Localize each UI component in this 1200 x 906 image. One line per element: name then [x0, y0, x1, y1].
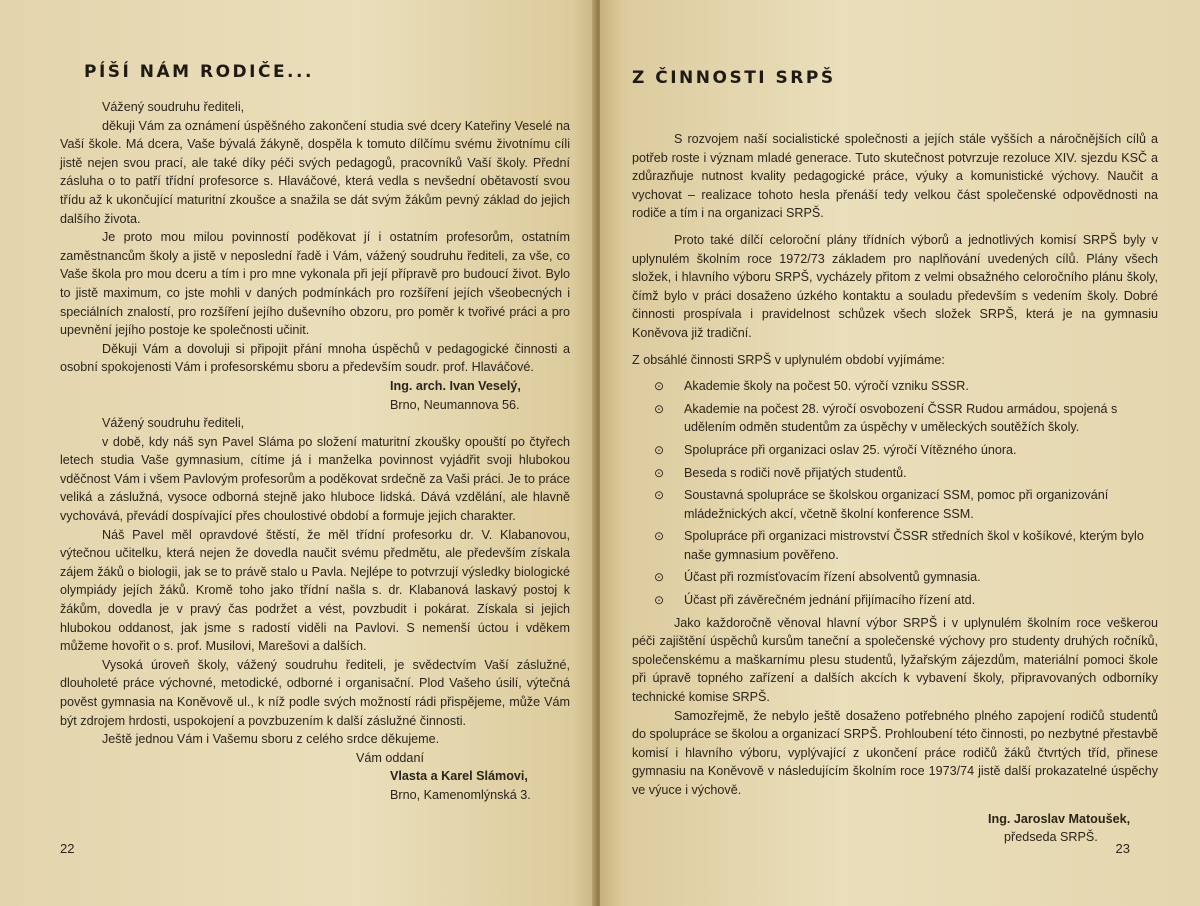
list-item: ⊙ Akademie školy na počest 50. výročí vzniku SSSR.: [632, 377, 1158, 396]
signature-role: předseda SRPŠ.: [1004, 830, 1098, 845]
signature-name: Vlasta a Karel Slámovi,: [390, 769, 528, 784]
activity-list: [632, 377, 1158, 610]
page-title: Z ČINNOSTI SRPŠ: [632, 68, 836, 88]
paragraph: Jako každoročně věnoval hlavní výbor SRPŠ i v uplynulém školním roce veškerou péči zajištění úspěchů kursům taneční a společenské výchovy pro studenty druhých ročníků, společenskému a maškarnímu plesu studentů, lyžařským zájezdům, materiální pomoci škole při úpravě topného zařízení a dalších akcích k vybavení školy, připravovaných odborníky technické komise SRPŠ.: [632, 615, 1158, 705]
paragraph: Proto také dílčí celoroční plány třídních výborů a jednotlivých komisí SRPŠ byly v uplynulém školním roce 1972/73 základem pro naplňování uvedených cílů. Plány všech složek, i hlavního výboru SRPŠ, vycházely přitom z velmi obsažného celoročního plánu školy, čímž bylo v práci dosaženo úzkého kontaktu a souladu především s vedením školy. Dobré činnosti prospívala i pravidelnost schůzek všech složek SRPŠ, která je na gymnasiu Koněvova již tradiční.: [632, 232, 1158, 340]
bullet-icon: ⊙: [654, 379, 665, 394]
page-title: PÍŠÍ NÁM RODIČE...: [84, 62, 314, 82]
salutation: Vážený soudruhu řediteli,: [102, 416, 245, 431]
paragraph: Samozřejmě, že nebylo ještě dosaženo potřebného plného zapojení rodičů studentů do spolupráce se školou a organizací SRPŠ. Prohloubení této činnosti, po nezbytné přestavbě komisí i hlavního výboru, vyplývající z ukončení práce rodičů žáků čtvrtých tříd, přinese gymnasiu na Koněvově v následujícím školním roce 1973/74 jistě další prokazatelné úspěchy ve výuce i výchově.: [632, 708, 1158, 797]
paragraph: S rozvojem naší socialistické společnosti a jejích stále vyšších a náročnějších cílů a potřeb roste i význam mladé generace. Tuto skutečnost potvrzuje rezoluce XIV. sjezdu KSČ a zdůrazňuje nutnost kvality pedagogické práce, výuky a komunistické výchovy. Naučit a vychovat – realizace tohoto hesla přenáší tedy velkou část společenské odpovědnosti na rodiče a tím i na organizaci SRPŠ.: [632, 132, 1158, 221]
article-body: [632, 130, 1158, 847]
signature-address: Brno, Kamenomlýnská 3.: [390, 787, 531, 802]
page-left: [0, 0, 596, 906]
bullet-icon: ⊙: [654, 529, 665, 544]
paragraph: Je proto mou milou povinností poděkovat jí i ostatním profesorům, ostatním zaměstnancům školy a jistě v neposlední řadě i Vám, vážený soudruhu řediteli, za vše, co Vaše škola pro mou dceru a tím i pro mne vykonala při její přípravě pro budoucí život. Bylo to jistě maximum, co jste mohli v daných podmínkách pro rozšíření jejích všeobecných i speciálních znalostí, pro rozšíření jejího duševního obzoru, pro poměr k tvořivé práci a pro upevnění jejího postoje ke společnosti učinit.: [60, 230, 570, 338]
list-item: ⊙ Spolupráce při organizaci mistrovství ČSSR středních škol v košíkové, kterým bylo naše gymnasium pověřeno.: [654, 529, 1144, 562]
bullet-icon: ⊙: [654, 488, 665, 503]
paragraph: Ještě jednou Vám i Vašemu sboru z celého srdce děkujeme.: [102, 732, 440, 747]
page-number: 23: [1115, 841, 1130, 856]
paragraph: děkuji Vám za oznámení úspěšného zakončení studia své dcery Kateřiny Veselé na Vaší škole. Má dcera, Vaše bývalá žákyně, dospěla k tomuto dílčímu svému životnímu cíli jistě nejen svou prací, ale také díky péči svých pedagogů, pracovníků Vaší školy. Přední zásluha o to patří třídní profesorce s. Hlaváčové, která vedla s nevšední obětavostí svou třídu až k ukončující maturitní zkoušce a snažila se dát svým žákům pevný základ do jejich dalšího života.: [60, 118, 570, 226]
paragraph: Děkuji Vám a dovoluji si připojit přání mnoha úspěchů v pedagogické činnosti a osobní spokojenosti Vám i profesorskému sboru a především soudr. prof. Hlaváčové.: [60, 341, 570, 375]
signature-name: Ing. Jaroslav Matoušek,: [988, 811, 1131, 826]
bullet-icon: ⊙: [654, 401, 665, 416]
signature-block: [60, 377, 570, 414]
paragraph: Vysoká úroveň školy, vážený soudruhu řediteli, je svědectvím Vaší záslužné, dlouholeté práce výchovné, metodické, odborné i organisační. Plod Vašeho úsilí, výtečná pověst gymnasia na Koněvově ul., k níž podle svých možností rádi přispějeme, může Vám být zdrojem hrdosti, uspokojení a povzbuzením k další záslužné činnosti.: [60, 657, 570, 728]
list-item: ⊙ Akademie na počest 28. výročí osvobození ČSSR Rudou armádou, spojená s udělením odměn studentům za úspěchy v uměleckých soutěžích školy.: [654, 401, 1118, 435]
page-right: [600, 0, 1200, 906]
signature-block: [60, 767, 570, 804]
bullet-icon: ⊙: [654, 442, 665, 457]
signature-name: Ing. arch. Ivan Veselý,: [390, 378, 521, 393]
closing: Vám oddaní: [356, 750, 424, 765]
signature-block: [632, 810, 1158, 847]
list-item: ⊙ Spolupráce při organizaci oslav 25. výročí Vítězného února.: [632, 441, 1158, 460]
list-item: ⊙ Soustavná spolupráce se školskou organizací SSM, pomoc při organizování mládežnických akcí, včetně školní konference SSM.: [654, 488, 1109, 521]
page-number: 22: [60, 841, 75, 856]
paragraph: Náš Pavel měl opravdové štěstí, že měl třídní profesorku dr. V. Klabanovou, výtečnou učitelku, která nejen že dovedla naučit svému předmětu, ale především získala zájem žáků o biologii, jak se to právě stalo u Pavla. Nejlépe to potvrzují výsledky biologické olympiády jejích žáků. Kromě toho jako třídní našla s. dr. Klabanová laskavý postoj k žákům, dovedla je v pravý čas podržet a vést, povzbudit i pokárat. Získala si jejich hlubokou oddanost, jak jsme s radostí viděli na Pavlovi. S nemenší úctou i vděkem můžeme hovořit o s. prof. Musilovi, Marešovi a dalších.: [60, 527, 570, 654]
letters-body: [60, 98, 570, 805]
bullet-icon: ⊙: [654, 570, 665, 585]
list-item: ⊙ Účast při závěrečném jednání přijímacího řízení atd.: [632, 591, 1158, 610]
signature-address: Brno, Neumannova 56.: [390, 397, 520, 412]
paragraph: v době, kdy náš syn Pavel Sláma po složení maturitní zkoušky opouští po čtyřech letech studia Vaše gymnasium, cítíme já i manželka povinnost vyjádřit svoji hlubokou vděčnost Vám i všem Pavlovým profesorům a poděkovat srdečně za Vaši práci. Je to práce veliká a záslužná, vysoce odborná stejně jako hluboce lidská. Dává vzdělání, ale hlavně vychovává, převádí dospívající přes choulostivé období a formuje jejich charakter.: [60, 434, 570, 524]
salutation: Vážený soudruhu řediteli,: [102, 100, 245, 114]
list-item: ⊙ Účast při rozmísťovacím řízení absolventů gymnasia.: [632, 568, 1158, 587]
bullet-icon: ⊙: [654, 593, 665, 608]
list-item: ⊙ Beseda s rodiči nově přijatých studentů.: [632, 464, 1158, 483]
paragraph: Z obsáhlé činnosti SRPŠ v uplynulém období vyjímáme:: [632, 352, 945, 367]
bullet-icon: ⊙: [654, 465, 665, 480]
